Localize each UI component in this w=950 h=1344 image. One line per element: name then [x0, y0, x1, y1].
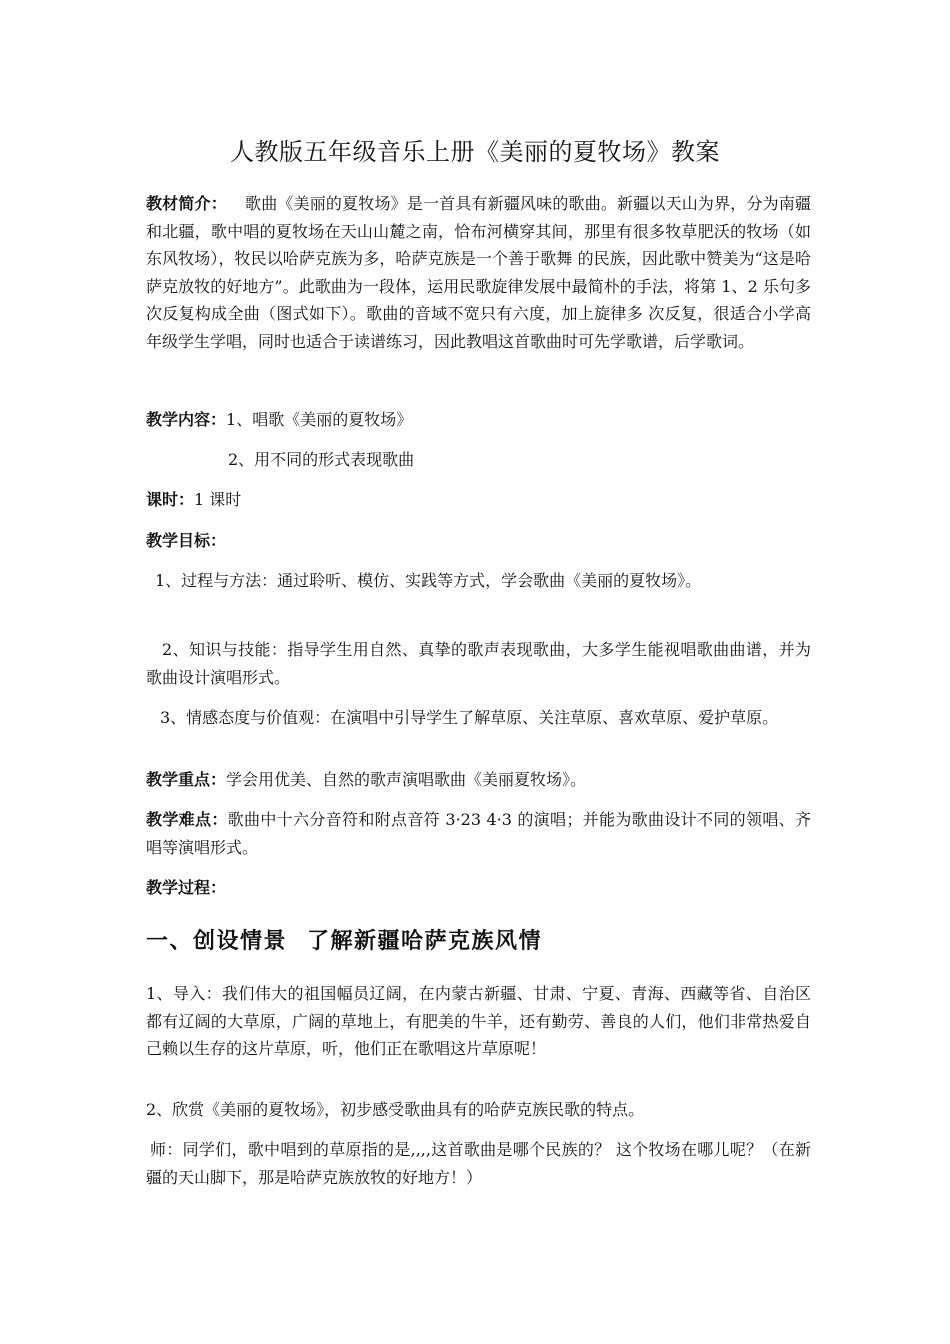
hours-text: 1 课时: [194, 490, 242, 509]
goal-item-2: 2、知识与技能：指导学生用自然、真挚的歌声表现歌曲，大多学生能视唱歌曲曲谱，并为歌曲设计演唱形式。: [146, 640, 811, 687]
section-1-heading: [146, 925, 542, 957]
goals-label: 教学目标：: [146, 531, 227, 550]
process-label: 教学过程：: [146, 878, 227, 897]
intro-paragraph: [146, 190, 811, 355]
section-1-heading-part-a: 一、创设情景: [146, 928, 288, 954]
content-label: 教学内容：: [146, 410, 227, 429]
page-title: 人教版五年级音乐上册《美丽的夏牧场》教案: [230, 138, 720, 166]
section-1-paragraph-3: 师：同学们，歌中唱到的草原指的是,,,,这首歌曲是哪个民族的？ 这个牧场在哪儿呢？（在新疆的天山脚下，那是哈萨克族放牧的好地方！）: [146, 1140, 811, 1187]
section-1-heading-part-b: 了解新疆哈萨克族风情: [307, 928, 543, 954]
hours-line: [146, 486, 811, 514]
intro-text: 歌曲《美丽的夏牧场》是一首具有新疆风味的歌曲。新疆以天山为界，分为南疆和北疆，歌中唱的夏牧场在天山山麓之南，恰布河横穿其间，那里有很多牧草肥沃的牧场（如东风牧场），牧民以哈萨克族为多，哈萨克族是一个善于歌舞 的民族，因此歌中赞美为“这是哈萨克放牧的好地方”。此歌曲为一段体，运用民歌旋律发展中最简朴的手法，将第 1、2 乐句多次反复构成全曲（图式如下）。歌曲的音域不宽只有六度，加上旋律多 次反复，很适合小学高年级学生学唱，同时也适合于读谱练习，因此教唱这首歌曲时可先学歌谱，后学歌词。: [146, 194, 811, 351]
goals-heading: [146, 527, 811, 555]
section-1-paragraph-1: 1、导入：我们伟大的祖国幅员辽阔，在内蒙古新疆、甘肃、宁夏、青海、西藏等省、自治区都有辽阔的大草原，广阔的草地上，有肥美的牛羊，还有勤劳、善良的人们，他们非常热爱自己赖以生存的这片草原，听，他们正在歌唱这片草原呢！: [146, 984, 811, 1058]
process-line: [146, 874, 811, 902]
key-point-label: 教学重点：: [146, 770, 227, 789]
difficulty-text: 歌曲中十六分音符和附点音符 3·23 4·3 的演唱；并能为歌曲设计不同的领唱、齐唱等演唱形式。: [146, 810, 811, 857]
section-1-paragraph-2: 2、欣赏《美丽的夏牧场》，初步感受歌曲具有的哈萨克族民歌的特点。: [146, 1100, 645, 1119]
goal-item-1: 1、过程与方法：通过聆听、模仿、实践等方式，学会歌曲《美丽的夏牧场》。: [155, 571, 702, 590]
content-item-2: 2、用不同的形式表现歌曲: [228, 450, 415, 469]
difficulty-label: 教学难点：: [146, 810, 228, 829]
hours-label: 课时：: [146, 490, 195, 509]
intro-label: 教材简介：: [146, 194, 227, 213]
difficulty-paragraph: [146, 806, 811, 861]
key-point-text: 学会用优美、自然的歌声演唱歌曲《美丽夏牧场》。: [226, 770, 587, 789]
goal-item-3: 3、情感态度与价值观：在演唱中引导学生了解草原、关注草原、喜欢草原、爱护草原。: [160, 708, 779, 727]
key-point-line: [146, 766, 811, 794]
content-line-2: [228, 446, 811, 474]
content-line-1: [146, 406, 811, 434]
content-item-1: 1、唱歌《美丽的夏牧场》: [226, 410, 413, 429]
